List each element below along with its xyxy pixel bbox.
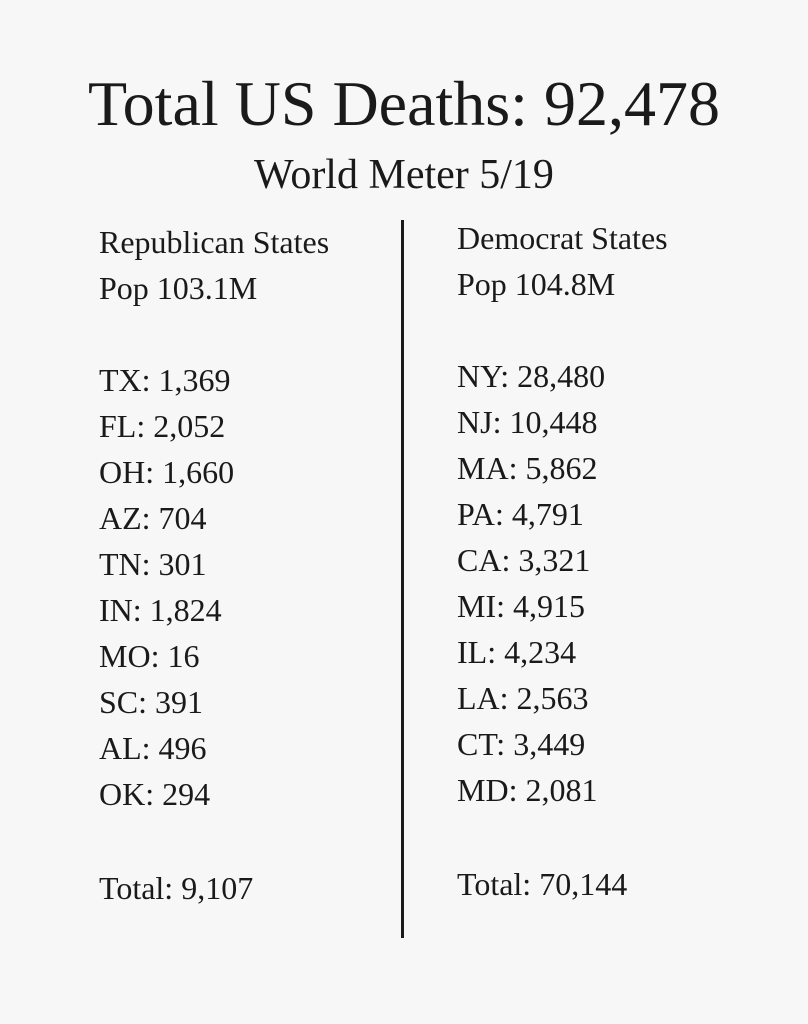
list-item: IN: 1,824 (99, 592, 222, 628)
list-item: TX: 1,369 (99, 362, 231, 398)
list-item: CA: 3,321 (457, 542, 591, 578)
list-item: NJ: 10,448 (457, 404, 598, 440)
list-item: MA: 5,862 (457, 450, 598, 486)
democrat-population: Pop 104.8M (457, 266, 616, 302)
list-item: OK: 294 (99, 776, 211, 812)
list-item: LA: 2,563 (457, 680, 589, 716)
list-item: CT: 3,449 (457, 726, 586, 762)
list-item: AZ: 704 (99, 500, 207, 536)
republican-population: Pop 103.1M (99, 270, 258, 306)
page-title: Total US Deaths: 92,478 (88, 68, 720, 139)
list-item: OH: 1,660 (99, 454, 235, 490)
democrat-total: Total: 70,144 (457, 866, 628, 902)
list-item: NY: 28,480 (457, 358, 606, 394)
list-item: FL: 2,052 (99, 408, 226, 444)
list-item: IL: 4,234 (457, 634, 577, 670)
list-item: MI: 4,915 (457, 588, 585, 624)
republican-heading: Republican States (99, 224, 330, 260)
list-item: TN: 301 (99, 546, 207, 582)
page-subtitle: World Meter 5/19 (254, 152, 554, 198)
column-divider (401, 220, 404, 938)
list-item: PA: 4,791 (457, 496, 584, 532)
list-item: MD: 2,081 (457, 772, 598, 808)
list-item: AL: 496 (99, 730, 207, 766)
democrat-heading: Democrat States (457, 220, 668, 256)
list-item: MO: 16 (99, 638, 200, 674)
republican-total: Total: 9,107 (99, 870, 254, 906)
list-item: SC: 391 (99, 684, 204, 720)
